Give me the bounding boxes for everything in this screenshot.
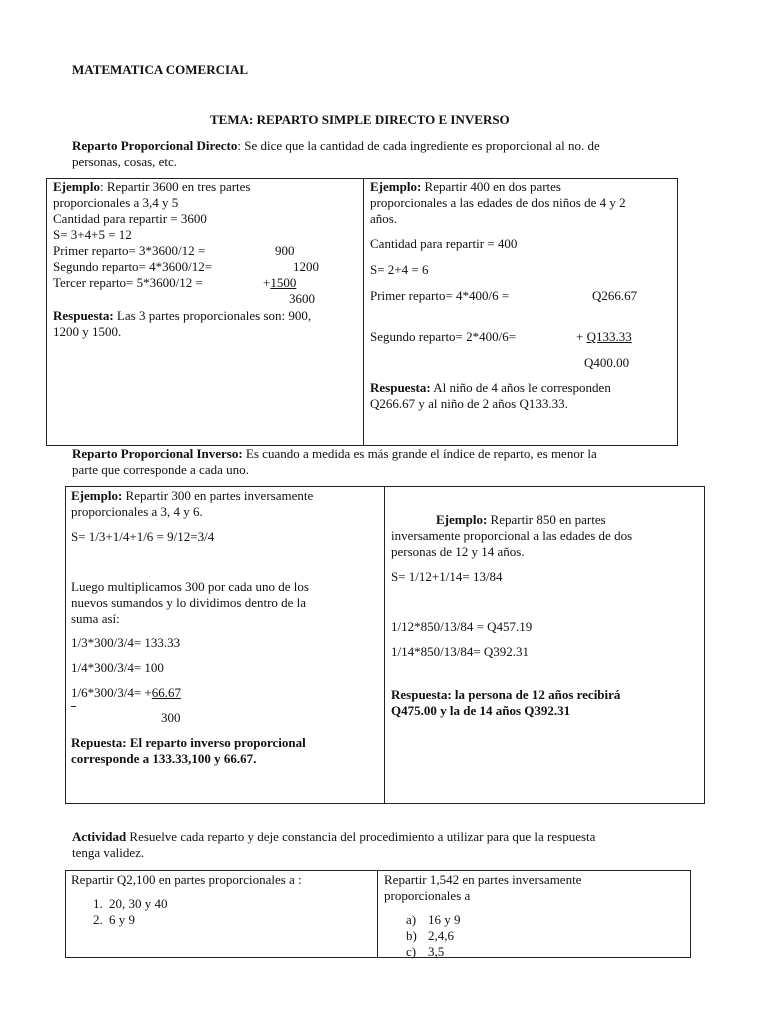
example-text-2: proporcionales a las edades de dos niños de 4 y 2: [370, 195, 626, 210]
list-marker: a): [406, 912, 417, 927]
doc-title: MATEMATICA COMERCIAL: [72, 62, 249, 77]
respuesta-text: Las 3 partes proporcionales son: 900,: [113, 308, 312, 323]
luego-text: Luego multiplicamos 300 por cada uno de los: [71, 579, 309, 594]
list-item: [71, 896, 371, 912]
list-item: [384, 944, 684, 960]
example-label: Ejemplo:: [370, 179, 422, 194]
total: 3600: [289, 291, 315, 306]
directo-section: [72, 138, 712, 170]
reparto-3-value: 1500: [270, 275, 297, 290]
example-text: Repartir 850 en partes: [487, 512, 606, 527]
example-text-2: proporcionales a 3, 4 y 6.: [71, 504, 203, 519]
directo-heading: Reparto Proporcional Directo: [72, 138, 238, 153]
list-marker: 2.: [93, 912, 103, 927]
actividad-section: [72, 829, 712, 861]
reparto-2-value: Q133.33: [586, 329, 632, 344]
example-label: Ejemplo:: [436, 512, 488, 527]
calc-1: 1/3*300/3/4= 133.33: [71, 635, 181, 650]
calc-3-value: 66.67: [151, 685, 181, 700]
reparto-1-label: Primer reparto= 4*400/6 =: [370, 288, 510, 303]
table-divider: [377, 870, 378, 958]
calc-2: 1/4*300/3/4= 100: [71, 660, 164, 675]
list-item-text: 3,5: [428, 944, 445, 959]
dash-mark: [71, 706, 76, 707]
total: Q400.00: [584, 355, 630, 370]
reparto-2-label: Segundo reparto= 2*400/6=: [370, 329, 517, 344]
respuesta-label: Respuesta:: [370, 380, 431, 395]
suma: S= 3+4+5 = 12: [53, 227, 132, 242]
reparto-2-value: 1200: [293, 259, 319, 274]
example-text: : Repartir 3600 en tres partes: [99, 179, 251, 194]
suma: S= 1/12+1/14= 13/84: [391, 569, 503, 584]
respuesta-text: Respuesta: la persona de 12 años recibirá: [391, 687, 621, 702]
directo-desc-2: personas, cosas, etc.: [72, 154, 178, 169]
respuesta-text: Al niño de 4 años le corresponden: [430, 380, 611, 395]
respuesta-text-2: 1200 y 1500.: [53, 324, 122, 339]
activity-title-2: proporcionales a: [384, 888, 471, 903]
reparto-2-label: Segundo reparto= 4*3600/12=: [53, 259, 213, 274]
list-item-text: 2,4,6: [428, 928, 454, 943]
list-marker: b): [406, 928, 417, 943]
suma: S= 1/3+1/4+1/6 = 9/12=3/4: [71, 529, 215, 544]
plus-sign: +: [263, 275, 271, 290]
respuesta-text-2: corresponde a 133.33,100 y 66.67.: [71, 751, 257, 766]
example-directo-1: [53, 179, 358, 340]
list-marker: c): [406, 944, 417, 959]
calc-1: 1/12*850/13/84 = Q457.19: [391, 619, 533, 634]
activity-right: [384, 872, 684, 960]
inverso-desc: Es cuando a medida es más grande el índice de reparto, es menor la: [242, 446, 597, 461]
activity-list: [71, 896, 371, 928]
example-text: Repartir 400 en dos partes: [421, 179, 561, 194]
activity-title: Repartir 1,542 en partes inversamente: [384, 872, 582, 887]
actividad-text: Resuelve cada reparto y deje constancia del procedimiento a utilizar para que la respuesta: [126, 829, 596, 844]
total: 300: [161, 710, 181, 725]
example-inverso-1: [71, 488, 381, 767]
actividad-text-2: tenga validez.: [72, 845, 145, 860]
plus-sign: +: [576, 329, 587, 344]
example-text-2: proporcionales a 3,4 y 5: [53, 195, 179, 210]
inverso-section: [72, 446, 712, 478]
inverso-heading: Reparto Proporcional Inverso:: [72, 446, 243, 461]
example-text: Repartir 300 en partes inversamente: [122, 488, 314, 503]
directo-desc: : Se dice que la cantidad de cada ingrediente es proporcional al no. de: [237, 138, 600, 153]
list-marker: 1.: [93, 896, 103, 911]
respuesta-label: Respuesta:: [53, 308, 114, 323]
respuesta-text: Repuesta: El reparto inverso proporcional: [71, 735, 306, 750]
list-item: [71, 912, 371, 928]
calc-2: 1/14*850/13/84= Q392.31: [391, 644, 530, 659]
example-text-3: años.: [370, 211, 398, 226]
example-label: Ejemplo:: [71, 488, 123, 503]
inverso-desc-2: parte que corresponde a cada uno.: [72, 462, 249, 477]
list-item-text: 20, 30 y 40: [109, 896, 168, 911]
example-text-2: inversamente proporcional a las edades de dos: [391, 528, 633, 543]
example-directo-2: [370, 179, 675, 412]
activity-left: [71, 872, 371, 928]
example-text-3: personas de 12 y 14 años.: [391, 544, 525, 559]
reparto-3-label: Tercer reparto= 5*3600/12 =: [53, 275, 203, 290]
activity-title: Repartir Q2,100 en partes proporcionales a :: [71, 872, 302, 887]
reparto-1-label: Primer reparto= 3*3600/12 =: [53, 243, 206, 258]
suma: S= 2+4 = 6: [370, 262, 429, 277]
activity-list: [384, 912, 684, 960]
cantidad: Cantidad para repartir = 3600: [53, 211, 207, 226]
calc-3-label: 1/6*300/3/4= +: [71, 685, 152, 700]
actividad-label: Actividad: [72, 829, 127, 844]
luego-text-3: suma así:: [71, 611, 120, 626]
topic-title: TEMA: REPARTO SIMPLE DIRECTO E INVERSO: [210, 112, 510, 127]
example-label: Ejemplo: [53, 179, 100, 194]
example-inverso-2: [391, 512, 701, 719]
list-item: [384, 928, 684, 944]
luego-text-2: nuevos sumandos y lo dividimos dentro de la: [71, 595, 307, 610]
respuesta-text-2: Q266.67 y al niño de 2 años Q133.33.: [370, 396, 568, 411]
list-item-text: 6 y 9: [109, 912, 135, 927]
table-divider: [363, 178, 364, 446]
respuesta-text-2: Q475.00 y la de 14 años Q392.31: [391, 703, 571, 718]
reparto-1-value: 900: [275, 243, 295, 258]
cantidad: Cantidad para repartir = 400: [370, 236, 518, 251]
list-item-text: 16 y 9: [428, 912, 461, 927]
reparto-1-value: Q266.67: [592, 288, 638, 303]
table-divider: [384, 486, 385, 804]
list-item: [384, 912, 684, 928]
